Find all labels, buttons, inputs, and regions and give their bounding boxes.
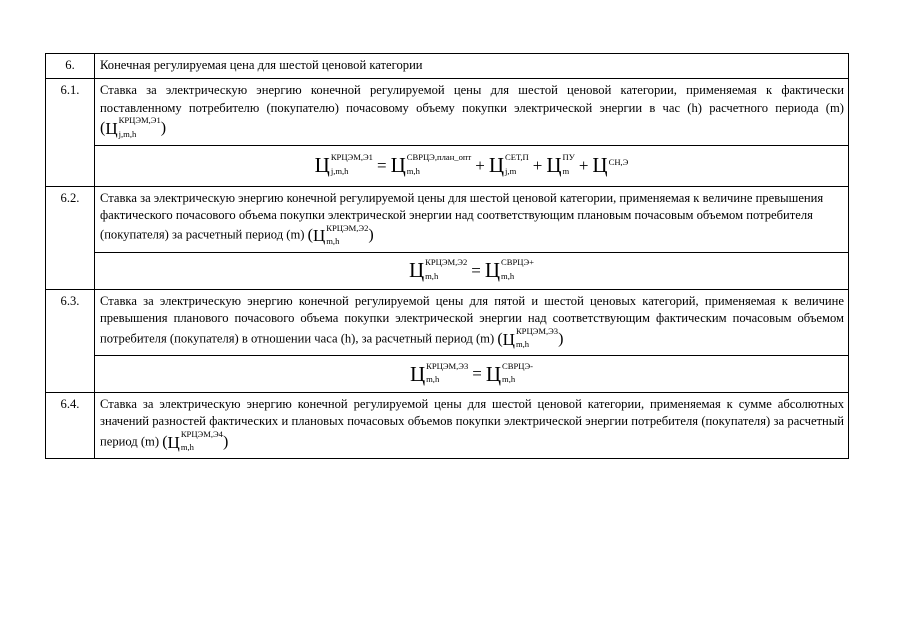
formula-lhs: Ц КРЦЭМ,Э2 m,h xyxy=(408,257,468,283)
table-row xyxy=(46,289,849,355)
table-row xyxy=(46,392,849,458)
formula-lhs: Ц КРЦЭМ,Э1 j,m,h xyxy=(314,152,373,178)
inline-symbol: (Ц КРЦЭМ,Э2 m,h ) xyxy=(307,222,374,247)
formula-term: Ц СН,Э xyxy=(592,153,629,178)
inline-symbol: (Ц КРЦЭМ,Э4 m,h ) xyxy=(162,429,229,453)
formula-term: Ц СВРЦЭ- m,h xyxy=(485,360,534,386)
formula-term: Ц ПУ m xyxy=(546,152,575,178)
row-text-cell xyxy=(95,289,849,355)
formula-row xyxy=(46,252,849,289)
table-row xyxy=(46,186,849,252)
row-text: Ставка за электрическую энергию конечной регулируемой цены для шестой ценовой категории, применяемая к сумме абсолютных значений разностей фактических и плановых почасовых объемов покупки электрической энергии потребителя (покупателя) за расчетный период (m) xyxy=(100,396,844,449)
formula-term: Ц СВРЦЭ+ m,h xyxy=(484,257,535,283)
pricing-table xyxy=(45,53,849,459)
row-text-cell xyxy=(95,392,849,458)
formula-lhs: Ц КРЦЭМ,Э3 m,h xyxy=(409,360,469,386)
formula-row xyxy=(46,145,849,186)
row-text-cell xyxy=(95,79,849,145)
row-text: Ставка за электрическую энергию конечной регулируемой цены для пятой и шестой ценовых категорий, применяемая к величине превышения планового почасового объема покупки электрической энергии над соответствующим фактическим почасовым объемом потребителя (покупателя) в отношении часа (h), за расчетный период (m) xyxy=(100,293,844,346)
formula: Ц КРЦЭМ,Э1 j,m,h = Ц СВРЦЭ,план_опт m,h + Ц СЕТ,П j,m + Ц ПУ m + Ц СН,Э xyxy=(95,145,849,186)
row-number: 6.2. xyxy=(46,186,95,289)
formula-term: Ц СЕТ,П j,m xyxy=(488,152,529,178)
inline-symbol: (Ц КРЦЭМ,Э1 j,m,h ) xyxy=(100,115,167,139)
row-number: 6. xyxy=(46,54,95,79)
row-text: Ставка за электрическую энергию конечной регулируемой цены для шестой ценовой категории, применяемая к величине превышения фактического почасового объема покупки электрической энергии над соответствующим плановым почасовым объемом потребителя (покупателя) за расчетный период (m) xyxy=(100,190,824,242)
row-text-cell xyxy=(95,186,849,252)
formula-term: Ц СВРЦЭ,план_опт m,h xyxy=(390,152,472,178)
row-number: 6.1. xyxy=(46,79,95,186)
row-number: 6.4. xyxy=(46,392,95,458)
formula: Ц КРЦЭМ,Э2 m,h = Ц СВРЦЭ+ m,h xyxy=(95,252,849,289)
formula-row xyxy=(46,355,849,392)
table-row xyxy=(46,79,849,145)
row-text: Конечная регулируемая цена для шестой ценовой категории xyxy=(95,54,849,79)
inline-symbol: (Ц КРЦЭМ,Э3 m,h ) xyxy=(497,325,564,350)
formula: Ц КРЦЭМ,Э3 m,h = Ц СВРЦЭ- m,h xyxy=(95,355,849,392)
row-number: 6.3. xyxy=(46,289,95,392)
table-row xyxy=(46,54,849,79)
row-text: Ставка за электрическую энергию конечной регулируемой цены для шестой ценовой категории, применяемая к фактически поставленному потребителю (покупателю) почасовому объему покупки электрической энергии в час (h) расчетного периода (m) xyxy=(100,83,844,115)
